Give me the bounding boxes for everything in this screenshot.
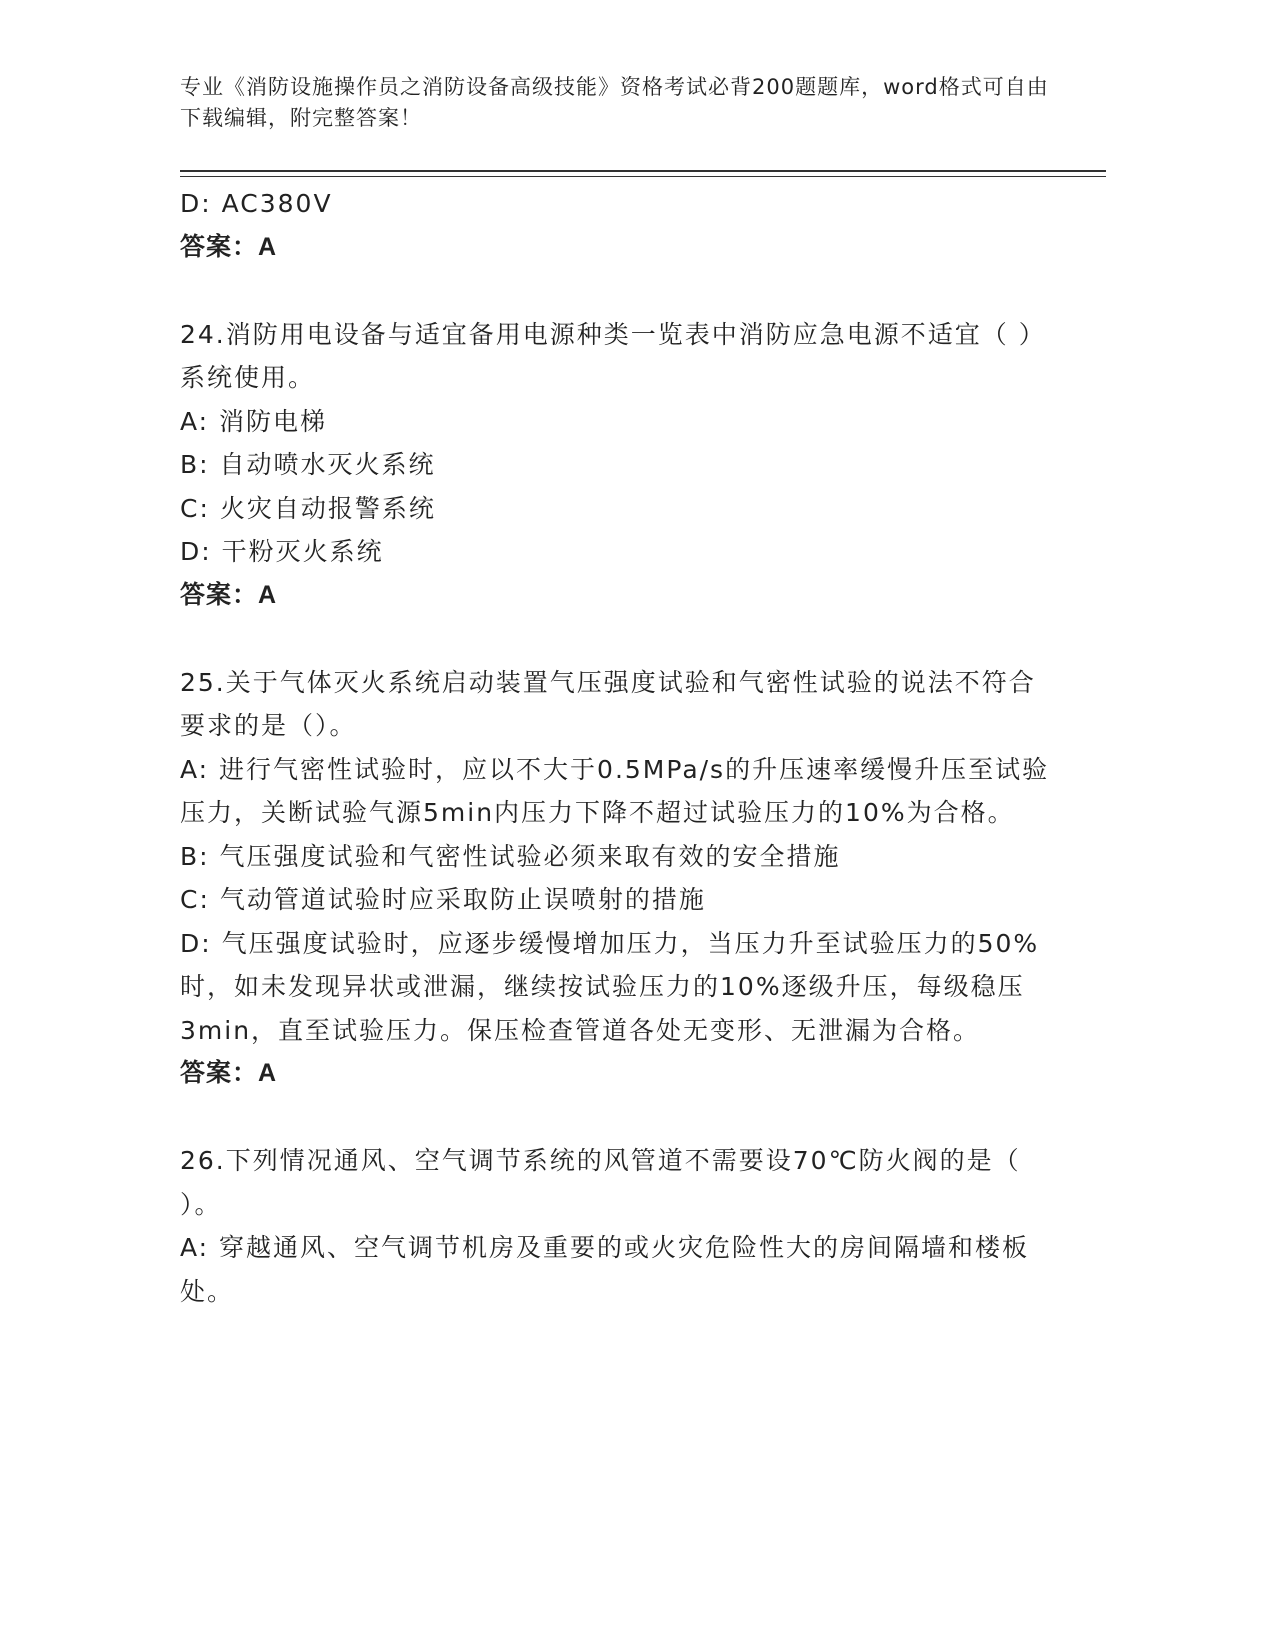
- question-24-answer: 答案：A: [180, 580, 278, 609]
- document-header: 专业《消防设施操作员之消防设备高级技能》资格考试必背200题题库，word格式可自由下载编辑，附完整答案！: [180, 75, 1049, 130]
- prev-question-answer: 答案：A: [180, 232, 278, 261]
- prev-question-option-d: D: AC380V: [180, 189, 333, 218]
- question-25-option-b: B: 气压强度试验和气密性试验必须来取有效的安全措施: [180, 841, 841, 871]
- question-24-option-c: C: 火灾自动报警系统: [180, 493, 436, 523]
- spacer: [180, 617, 1050, 661]
- question-25-option-a: A: 进行气密性试验时，应以不大于0.5MPa/s的升压速率缓慢升压至试验压力，关断试验气源5min内压力下降不超过试验压力的10%为合格。: [180, 754, 1050, 827]
- question-24-stem: 24.消防用电设备与适宜备用电源种类一览表中消防应急电源不适宜（ ）系统使用。: [180, 319, 1046, 392]
- question-24-option-b: B: 自动喷水灭火系统: [180, 450, 436, 479]
- question-26-option-a: A: 穿越通风、空气调节机房及重要的或火灾危险性大的房间隔墙和楼板处。: [180, 1233, 1030, 1306]
- header-divider-thin: [180, 176, 1106, 177]
- document-body: [180, 182, 1050, 1313]
- header-divider-thick: [180, 170, 1106, 172]
- question-25-option-d: D: 气压强度试验时，应逐步缓慢增加压力，当压力升至试验压力的50%时，如未发现异状或泄漏，继续按试验压力的10%逐级升压，每级稳压3min，直至试验压力。保压检查管道各处无变形、无泄漏为合格。: [180, 928, 1040, 1045]
- question-24-option-d: D: 干粉灭火系统: [180, 537, 384, 566]
- question-26-stem: 26.下列情况通风、空气调节系统的风管道不需要设70℃防火阀的是（ ）。: [180, 1146, 1021, 1219]
- question-25-option-c: C: 气动管道试验时应采取防止误喷射的措施: [180, 885, 706, 914]
- spacer: [180, 269, 1050, 313]
- spacer: [180, 1096, 1050, 1140]
- question-25-answer: 答案：A: [180, 1059, 278, 1087]
- question-24-option-a: A: 消防电梯: [180, 406, 328, 436]
- question-25-stem: 25.关于气体灭火系统启动装置气压强度试验和气密性试验的说法不符合要求的是（）。: [180, 667, 1036, 740]
